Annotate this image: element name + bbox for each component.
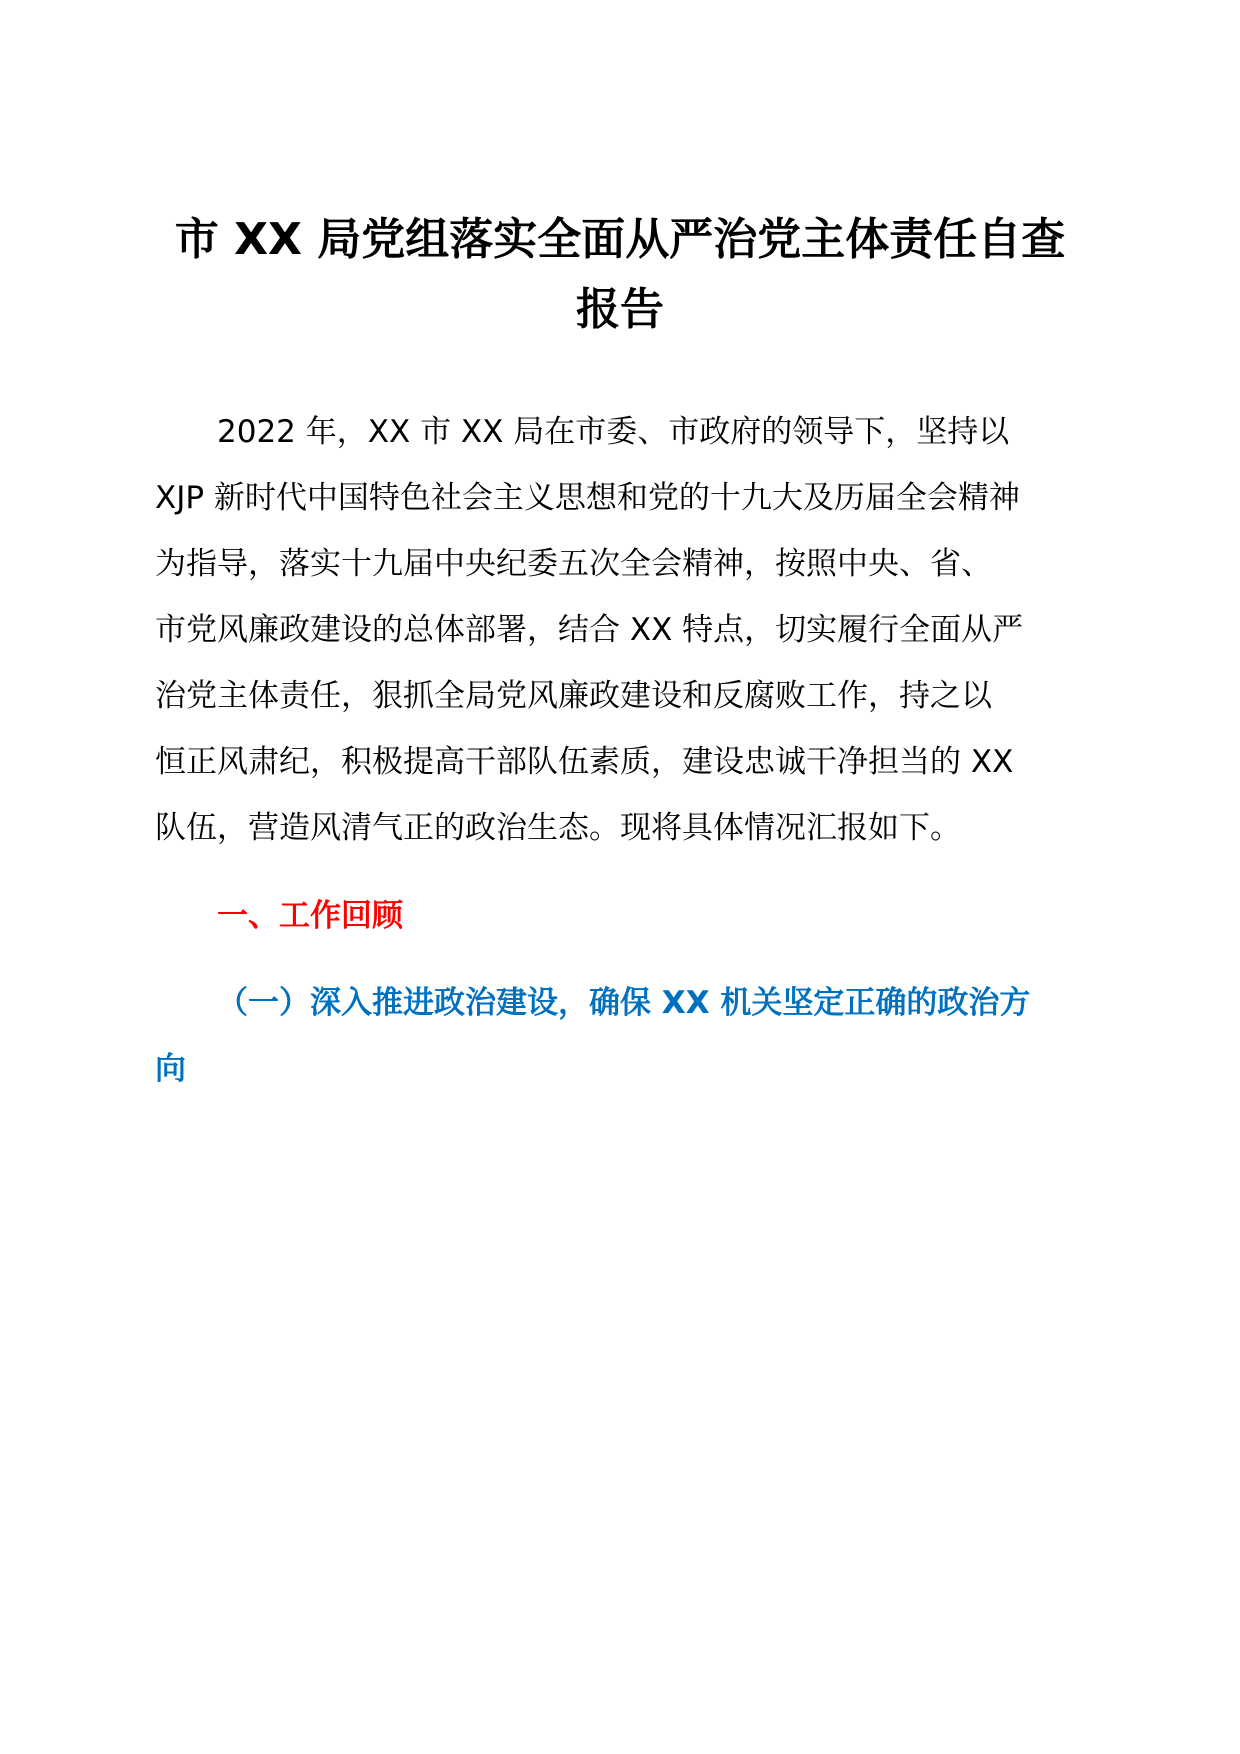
intro-line-1: 2022 年，XX 市 XX 局在市委、市政府的领导下，坚持以 bbox=[217, 414, 1010, 450]
intro-line-5: 治党主体责任，狠抓全局党风廉政建设和反腐败工作，持之以 bbox=[155, 678, 992, 714]
title-line-1: 市 XX 局党组落实全面从严治党主体责任自查 bbox=[174, 214, 1066, 265]
intro-paragraph bbox=[155, 399, 1090, 861]
intro-line-4: 市党风廉政建设的总体部署，结合 XX 特点，切实履行全面从严 bbox=[155, 612, 1024, 648]
intro-line-3: 为指导，落实十九届中央纪委五次全会精神，按照中央、省、 bbox=[155, 546, 992, 582]
intro-line-6: 恒正风肃纪，积极提高干部队伍素质，建设忠诚干净担当的 XX bbox=[155, 744, 1014, 780]
section-heading: 一、工作回顾 bbox=[217, 898, 403, 934]
subsection-heading bbox=[155, 970, 1090, 1102]
document-title bbox=[150, 205, 1090, 345]
intro-line-7: 队伍，营造风清气正的政治生态。现将具体情况汇报如下。 bbox=[155, 810, 961, 846]
intro-line-2: XJP 新时代中国特色社会主义思想和党的十九大及历届全会精神 bbox=[155, 480, 1020, 516]
subsection-heading-line-1: （一）深入推进政治建设，确保 XX 机关坚定正确的政治方 bbox=[217, 985, 1031, 1021]
subsection-heading-line-2: 向 bbox=[155, 1051, 186, 1087]
title-line-2: 报告 bbox=[576, 284, 664, 335]
